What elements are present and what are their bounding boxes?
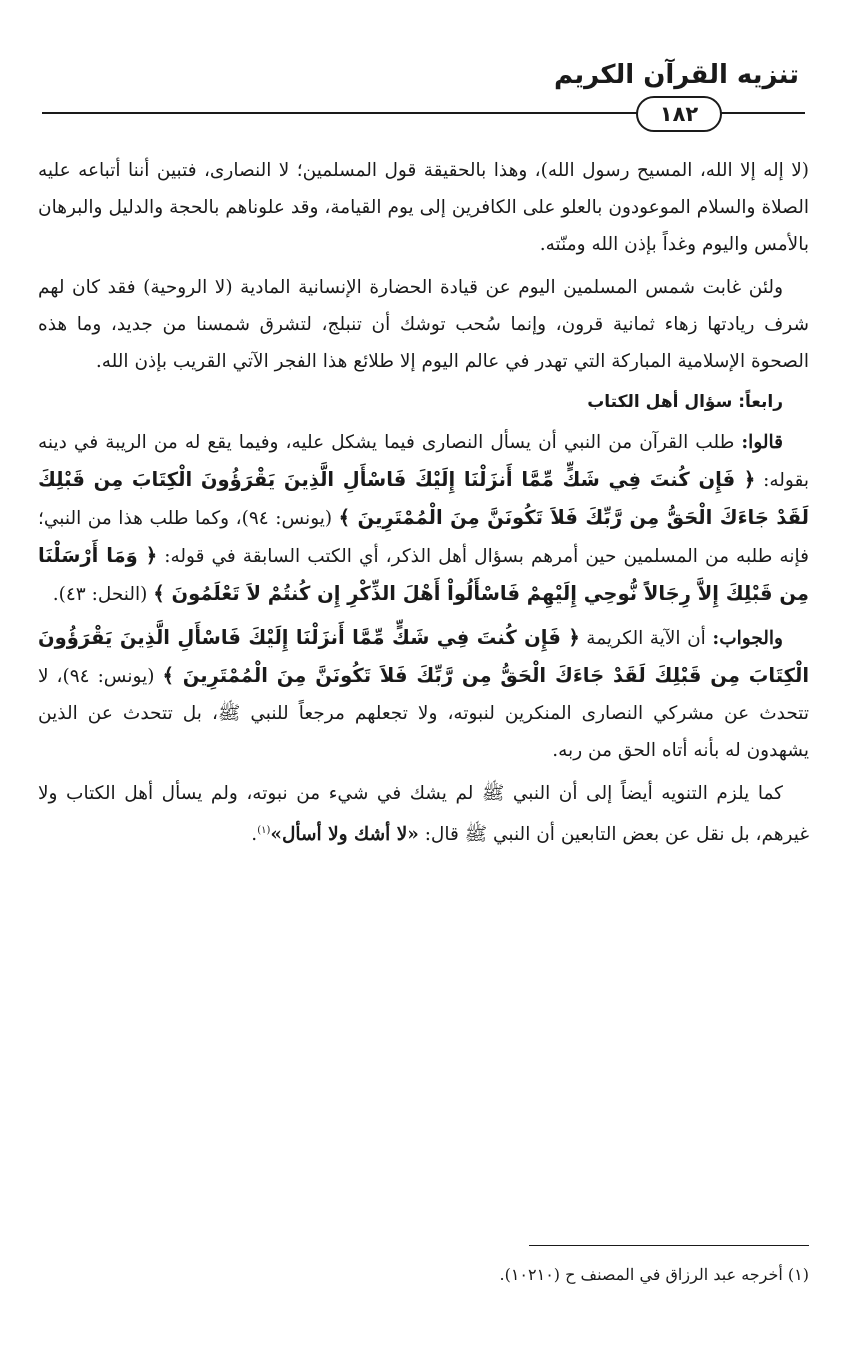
hadith-quote: «لا أشك ولا أسأل» — [270, 824, 419, 846]
answer-label: والجواب: — [712, 628, 783, 649]
footnote-rule — [529, 1245, 809, 1246]
paragraph-4 — [38, 619, 809, 769]
paragraph-4-text-b: (يونس: ٩٤)، لا تتحدث عن مشركي النصارى المنكرين لنبوته، ولا تجعلهم مرجعاً للنبي ﷺ، بل تتحدث عن الذين يشهدون له بأنه أتاه الحق من ربه. — [38, 666, 809, 761]
paragraph-3-text-a: طلب القرآن من النبي أن يسأل النصارى فيما يشكل عليه، وفيما يقع له من الريبة في دينه بقوله: — [38, 432, 809, 491]
quran-verse-2: ﴿ وَمَا أَرْسَلْنَا مِن قَبْلِكَ إِلاَّ رِجَالاً نُّوحِي إِلَيْهِمْ فَاسْأَلُواْ أَهْلَ الذِّكْرِ إِن كُنتُمْ لاَ تَعْلَمُونَ ﴾ — [38, 544, 809, 605]
page-number-badge: ١٨٢ — [636, 96, 722, 132]
paragraph-5-text: كما يلزم التنويه أيضاً إلى أن النبي ﷺ لم يشك في شيء من نبوته، ولم يسأل أهل الكتاب ولا غيرهم، بل نقل عن بعض التابعين أن النبي ﷺ قال: — [38, 783, 809, 846]
paragraph-4-text-a: أن الآية الكريمة — [586, 628, 706, 649]
footnote-ref-1[interactable]: (١) — [257, 825, 271, 836]
paragraph-3-text-c: (النحل: ٤٣). — [52, 584, 148, 605]
paragraph-1: (لا إله إلا الله، المسيح رسول الله)، وهذا بالحقيقة قول المسلمين؛ لا النصارى، فتبين أننا أتباعه عليه الصلاة والسلام الموعودون بالعلو على الكافرين إلى يوم القيامة، وقد علوناهم بالحجة والدليل والبرهان بالأمس واليوم وغداً بإذن الله ومنّته. — [38, 160, 809, 255]
quran-verse-1: ﴿ فَإِن كُنتَ فِي شَكٍّ مِّمَّا أَنزَلْنَا إِلَيْكَ فَاسْأَلِ الَّذِينَ يَقْرَؤُونَ الْكِتَابَ مِن قَبْلِكَ لَقَدْ جَاءَكَ الْحَقُّ مِن رَّبِّكَ فَلاَ تَكُونَنَّ مِنَ الْمُمْتَرِينَ ﴾ — [38, 468, 809, 529]
paragraph-3-text-b: (يونس: ٩٤)، وكما طلب هذا من النبي؛ فإنه طلبه من المسلمين حين أمرهم بسؤال أهل الذكر، أي الكتب السابقة في قوله: — [38, 508, 809, 567]
footnote-1: (١) أخرجه عبد الرزاق في المصنف ح (١٠٢١٠). — [499, 1265, 809, 1284]
paragraph-2: ولئن غابت شمس المسلمين اليوم عن قيادة الحضارة الإنسانية المادية (لا الروحية) فقد كان لهم شرف ريادتها زهاء ثمانية قرون، وإنما سُحب توشك أن تنبلج، لتشرق شمسنا من جديد، وما هذه الصحوة الإسلامية المباركة التي تهدر في عالم اليوم إلا طلائع هذا الفجر الآتي القريب بإذن الله. — [38, 277, 809, 372]
main-text — [38, 152, 809, 859]
claim-label: قالوا: — [741, 432, 783, 453]
quran-verse-3: ﴿ فَإِن كُنتَ فِي شَكٍّ مِّمَّا أَنزَلْنَا إِلَيْكَ فَاسْأَلِ الَّذِينَ يَقْرَؤُونَ الْكِتَابَ مِن قَبْلِكَ لَقَدْ جَاءَكَ الْحَقُّ مِن رَّبِّكَ فَلاَ تَكُونَنَّ مِنَ الْمُمْتَرِينَ ﴾ — [38, 626, 810, 687]
paragraph-3 — [38, 424, 809, 613]
section-heading: رابعاً: سؤال أهل الكتاب — [587, 392, 783, 412]
paragraph-5 — [38, 775, 809, 853]
paragraph-5-end: . — [251, 824, 258, 846]
running-header-title: تنزيه القرآن الكريم — [554, 60, 799, 90]
